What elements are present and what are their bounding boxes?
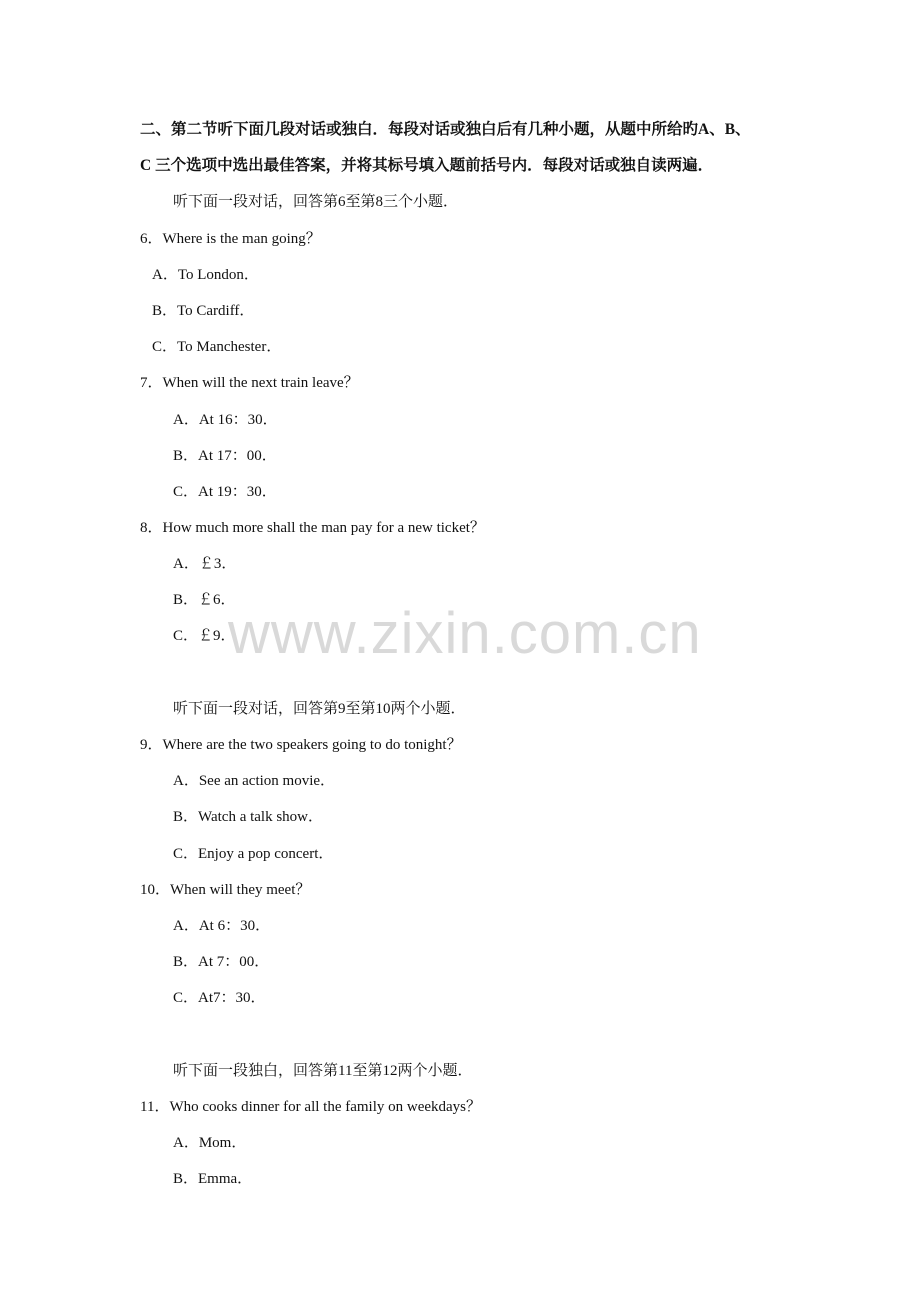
watermark: www.zixin.com.cn bbox=[228, 601, 702, 666]
answer-option: A．To London． bbox=[152, 267, 259, 283]
answer-option: B．Emma． bbox=[173, 1171, 253, 1187]
answer-option: B．At 7：00． bbox=[173, 954, 270, 970]
answer-option: B．At 17：00． bbox=[173, 448, 277, 464]
answer-option: C．At7：30． bbox=[173, 990, 266, 1006]
answer-option: B．Watch a talk show． bbox=[173, 809, 324, 825]
question-stem: 10．When will they meet？ bbox=[140, 882, 311, 898]
answer-option: A．Mom． bbox=[173, 1135, 247, 1151]
answer-option: C．Enjoy a pop concert． bbox=[173, 846, 334, 862]
question-stem: 11．Who cooks dinner for all the family on weekdays？ bbox=[140, 1099, 482, 1115]
section-intro: 听下面一段对话，回答第6至第8三个小题． bbox=[173, 194, 459, 210]
section-heading-line-1: 二、第二节听下面几段对话或独白．每段对话或独白后有几种小题，从题中所给旳A、B、 bbox=[140, 121, 751, 138]
section-heading-line-2: C 三个选项中选出最佳答案，并将其标号填入题前括号内．每段对话或独自读两遍． bbox=[140, 157, 714, 174]
answer-option: A．See an action movie． bbox=[173, 773, 336, 789]
question-stem: 7．When will the next train leave？ bbox=[140, 375, 359, 391]
answer-option: C．At 19：30． bbox=[173, 484, 277, 500]
answer-option: A．At 16：30． bbox=[173, 412, 278, 428]
answer-option: A．￡3． bbox=[173, 556, 237, 572]
answer-option: A．At 6：30． bbox=[173, 918, 271, 934]
question-stem: 9．Where are the two speakers going to do tonight？ bbox=[140, 737, 462, 753]
section-intro: 听下面一段对话，回答第9至第10两个小题． bbox=[173, 701, 466, 717]
answer-option: B．￡6． bbox=[173, 592, 236, 608]
answer-option: B．To Cardiff． bbox=[152, 303, 255, 319]
question-stem: 8．How much more shall the man pay for a new ticket？ bbox=[140, 520, 485, 536]
question-stem: 6．Where is the man going？ bbox=[140, 231, 321, 247]
answer-option: C．To Manchester． bbox=[152, 339, 282, 355]
section-intro: 听下面一段独白，回答第11至第12两个小题． bbox=[173, 1063, 473, 1079]
answer-option: C．￡9． bbox=[173, 628, 236, 644]
